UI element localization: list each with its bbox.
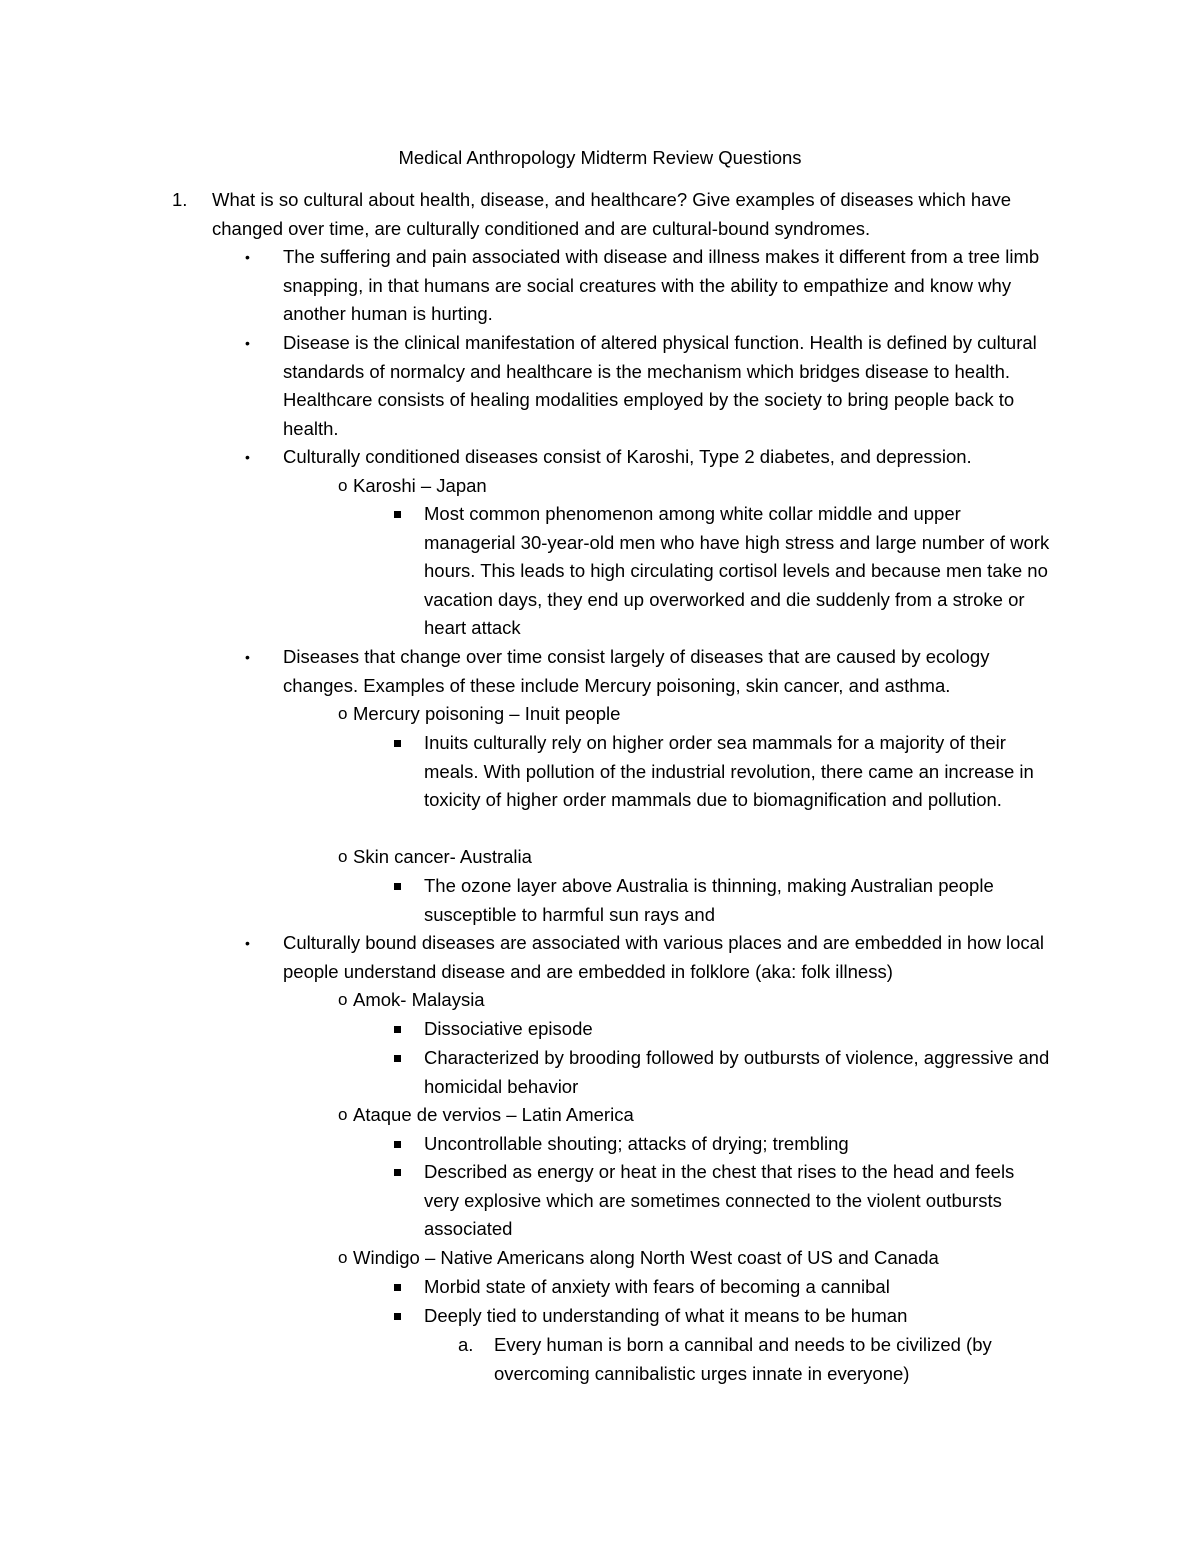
- question-text: What is so cultural about health, disease, and healthcare? Give examples of diseases which have changed over time, are culturally conditioned and are cultural-bound syndromes.: [212, 189, 1012, 239]
- bullet-item: [245, 643, 1063, 700]
- detail-item: [424, 1158, 1054, 1244]
- sub-item-label: Windigo – Native Americans along North West coast of US and Canada: [353, 1247, 939, 1268]
- sub-item-skin-cancer: [338, 843, 1053, 872]
- bullet-marker: •: [245, 249, 250, 265]
- square-marker: [394, 1026, 401, 1033]
- sub-item-windigo: [338, 1244, 1073, 1273]
- bullet-item: [245, 329, 1063, 443]
- square-marker: [394, 511, 401, 518]
- question-1: [172, 186, 1072, 243]
- sub-item-label: Amok- Malaysia: [353, 989, 485, 1010]
- detail-item: [424, 729, 1064, 815]
- detail-text: Inuits culturally rely on higher order sea mammals for a majority of their meals. With pollution of the industrial revolution, there came an increase in toxicity of higher order mammals due to biomagnification and pollution.: [424, 732, 1034, 811]
- lettered-item: [458, 1331, 1054, 1388]
- detail-text: Morbid state of anxiety with fears of becoming a cannibal: [424, 1276, 890, 1297]
- detail-item: [424, 1015, 1054, 1044]
- detail-item: [424, 1273, 1054, 1302]
- bullet-text: Disease is the clinical manifestation of altered physical function. Health is defined by cultural standards of normalcy and healthcare is the mechanism which bridges disease to health. Healthcare consists of healing modalities employed by the society to bring people back to health.: [283, 332, 1037, 439]
- sub-item-ataque: [338, 1101, 1053, 1130]
- bullet-text: Diseases that change over time consist largely of diseases that are caused by ecology changes. Examples of these include Mercury poisoning, skin cancer, and asthma.: [283, 646, 990, 696]
- detail-item: [424, 500, 1054, 643]
- square-marker: [394, 1141, 401, 1148]
- square-marker: [394, 1169, 401, 1176]
- question-number: 1.: [172, 189, 188, 210]
- square-marker: [394, 1284, 401, 1291]
- detail-item: [424, 1130, 1054, 1159]
- sub-item-mercury: [338, 700, 1053, 729]
- sub-item-karoshi: [338, 472, 1053, 501]
- bullet-marker: •: [245, 335, 250, 351]
- detail-text: Deeply tied to understanding of what it means to be human: [424, 1305, 908, 1326]
- detail-text: Described as energy or heat in the chest that rises to the head and feels very explosive which are sometimes connected to the violent outbursts associated: [424, 1161, 1015, 1240]
- sub-item-label: Karoshi – Japan: [353, 475, 487, 496]
- sub-item-label: Ataque de vervios – Latin America: [353, 1104, 634, 1125]
- circle-marker: o: [338, 847, 348, 866]
- detail-item: [424, 872, 1054, 929]
- bullet-item: [245, 929, 1063, 986]
- bullet-item: [245, 443, 1063, 472]
- detail-text: Uncontrollable shouting; attacks of drying; trembling: [424, 1133, 849, 1154]
- sub-item-label: Skin cancer- Australia: [353, 846, 532, 867]
- square-marker: [394, 883, 401, 890]
- sub-item-label: Mercury poisoning – Inuit people: [353, 703, 621, 724]
- detail-text: The ozone layer above Australia is thinning, making Australian people susceptible to harmful sun rays and: [424, 875, 994, 925]
- letter-marker: a.: [458, 1334, 474, 1355]
- bullet-marker: •: [245, 935, 250, 951]
- circle-marker: o: [338, 476, 348, 495]
- lettered-item-text: Every human is born a cannibal and needs to be civilized (by overcoming cannibalistic urges innate in everyone): [494, 1334, 992, 1384]
- bullet-item: [245, 243, 1063, 329]
- bullet-marker: •: [245, 649, 250, 665]
- detail-text: Most common phenomenon among white collar middle and upper managerial 30-year-old men who have high stress and large number of work hours. This leads to high circulating cortisol levels and because men take no vacation days, they end up overworked and die suddenly from a stroke or heart attack: [424, 503, 1050, 639]
- square-marker: [394, 1313, 401, 1320]
- bullet-text: Culturally bound diseases are associated with various places and are embedded in how local people understand disease and are embedded in folklore (aka: folk illness): [283, 932, 1045, 982]
- sub-item-amok: [338, 986, 1053, 1015]
- circle-marker: o: [338, 1105, 348, 1124]
- square-marker: [394, 740, 401, 747]
- document-title: Medical Anthropology Midterm Review Questions: [398, 147, 802, 168]
- bullet-text: The suffering and pain associated with disease and illness makes it different from a tree limb snapping, in that humans are social creatures with the ability to empathize and know why another human is hurting.: [283, 246, 1040, 325]
- bullet-text: Culturally conditioned diseases consist of Karoshi, Type 2 diabetes, and depression.: [283, 446, 972, 467]
- circle-marker: o: [338, 990, 348, 1009]
- circle-marker: o: [338, 704, 348, 723]
- square-marker: [394, 1055, 401, 1062]
- detail-text: Characterized by brooding followed by outbursts of violence, aggressive and homicidal behavior: [424, 1047, 1050, 1097]
- detail-item: [424, 1044, 1054, 1101]
- bullet-marker: •: [245, 449, 250, 465]
- detail-item: [424, 1302, 1054, 1331]
- circle-marker: o: [338, 1248, 348, 1267]
- detail-text: Dissociative episode: [424, 1018, 593, 1039]
